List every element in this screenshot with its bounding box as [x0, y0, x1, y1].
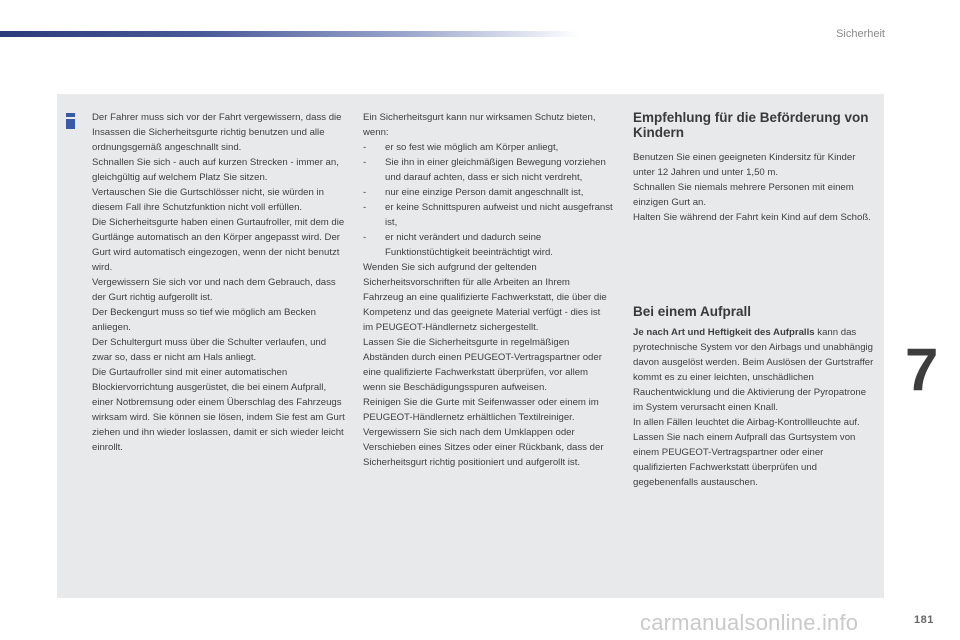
list-item: - nur eine einzige Person damit angeschnallt ist, — [363, 187, 584, 198]
paragraph: In allen Fällen leuchtet die Airbag-Kontrollleuchte auf. — [633, 417, 860, 428]
list-item: - Sie ihn in einer gleichmäßigen Bewegung vorziehen und darauf achten, dass er sich nicht verdreht, — [363, 157, 606, 183]
intro-text: Ein Sicherheitsgurt kann nur wirksamen Schutz bieten, wenn: — [363, 112, 596, 138]
section-title: Sicherheit — [836, 28, 885, 40]
bold-lead: Je nach Art und Heftigkeit des Aufpralls — [633, 327, 815, 338]
bullet-dash: - — [363, 157, 367, 168]
paragraph: Lassen Sie die Sicherheitsgurte in regelmäßigen Abständen durch einen PEUGEOT-Vertragspartner oder eine qualifizierte Fachwerkstatt überprüfen, vor allem wenn sie Beschädigungsspuren aufweisen. — [363, 337, 602, 393]
column-child-transport — [633, 110, 878, 225]
paragraph: Benutzen Sie einen geeigneten Kindersitz für Kinder unter 12 Jahren und unter 1,50 m. — [633, 152, 856, 178]
list-item: - er keine Schnittspuren aufweist und nicht ausgefranst ist, — [363, 202, 613, 228]
bullet-dash: - — [363, 232, 367, 243]
paragraph: Schnallen Sie sich - auch auf kurzen Strecken - immer an, gleichgültig auf welchem Platz Sie sitzen. — [92, 157, 339, 183]
header-gradient-bar — [0, 31, 580, 37]
watermark: carmanualsonline.info — [640, 610, 859, 635]
paragraph: Der Schultergurt muss über die Schulter verlaufen, und zwar so, dass er nicht am Hals anliegt. — [92, 337, 327, 363]
page-number: 181 — [914, 614, 934, 626]
bullet-dash: - — [363, 187, 367, 198]
list-item: - er nicht verändert und dadurch seine Funktionstüchtigkeit beeinträchtigt wird. — [363, 232, 553, 258]
column-seatbelt-protection — [363, 110, 613, 470]
column-impact — [633, 325, 878, 490]
paragraph: Der Beckengurt muss so tief wie möglich am Becken anliegen. — [92, 307, 316, 333]
paragraph: Vergewissern Sie sich nach dem Umklappen oder Verschieben eines Sitzes oder einer Rückbank, dass der Sicherheitsgurt richtig positioniert und aufgerollt ist. — [363, 427, 604, 468]
paragraph: Die Sicherheitsgurte haben einen Gurtaufroller, mit dem die Gurtlänge automatisch an den Körper angepasst wird. Der Gurt wird automatisch eingezogen, wenn der nicht benutzt wird. — [92, 217, 345, 273]
paragraph: Je nach Art und Heftigkeit des Aufpralls kann das pyrotechnische System vor den Airbags und unabhängig davon ausgelöst werden. Beim Auslösen der Gurtstraffer kommt es zu einer leichten, unschädlichen Rauchentwicklung und die Aktivierung der Pyropatrone im System verursacht einen Knall. — [633, 327, 874, 413]
paragraph: Schnallen Sie niemals mehrere Personen mit einem einzigen Gurt an. — [633, 182, 854, 208]
paragraph: Wenden Sie sich aufgrund der geltenden Sicherheitsvorschriften für alle Arbeiten an Ihrem Fahrzeug an eine qualifizierte Fachwerkstatt, die über die Kompetenz und das geeignete Material verfügt - dies ist im PEUGEOT-Händlernetz sichergestellt. — [363, 262, 607, 333]
paragraph: Reinigen Sie die Gurte mit Seifenwasser oder einem im PEUGEOT-Händlernetz erhältlichen Textilreiniger. — [363, 397, 599, 423]
heading-child-transport: Empfehlung für die Beförderung von Kindern — [633, 110, 869, 140]
list-item: - er so fest wie möglich am Körper anliegt, — [363, 142, 559, 153]
heading-impact: Bei einem Aufprall — [633, 304, 752, 319]
paragraph: Vergewissern Sie sich vor und nach dem Gebrauch, dass der Gurt richtig aufgerollt ist. — [92, 277, 336, 303]
condition-list — [363, 140, 613, 260]
paragraph: Lassen Sie nach einem Aufprall das Gurtsystem von einem PEUGEOT-Vertragspartner oder einer qualifizierten Fachwerkstatt überprüfen und gegebenenfalls austauschen. — [633, 432, 856, 488]
chapter-number: 7 — [905, 336, 939, 403]
paragraph: Vertauschen Sie die Gurtschlösser nicht, sie würden in diesem Fall ihre Schutzfunktion nicht voll erfüllen. — [92, 187, 324, 213]
bullet-dash: - — [363, 202, 367, 213]
paragraph: Der Fahrer muss sich vor der Fahrt vergewissern, dass die Insassen die Sicherheitsgurte richtig benutzen und alle ordnungsgemäß angeschnallt sind. — [92, 112, 342, 153]
paragraph: Halten Sie während der Fahrt kein Kind auf dem Schoß. — [633, 212, 871, 223]
paragraph: Die Gurtaufroller sind mit einer automatischen Blockiervorrichtung ausgerüstet, die bei einem Aufprall, einer Notbremsung oder einem Überschlag des Fahrzeugs wirksam wird. Sie können sie lösen, indem Sie fest am Gurt ziehen und ihn wieder loslassen, damit er sich wieder leicht einrollt. — [92, 367, 345, 453]
column-seatbelt-usage — [92, 110, 347, 455]
info-icon — [66, 113, 75, 129]
bullet-dash: - — [363, 142, 367, 153]
